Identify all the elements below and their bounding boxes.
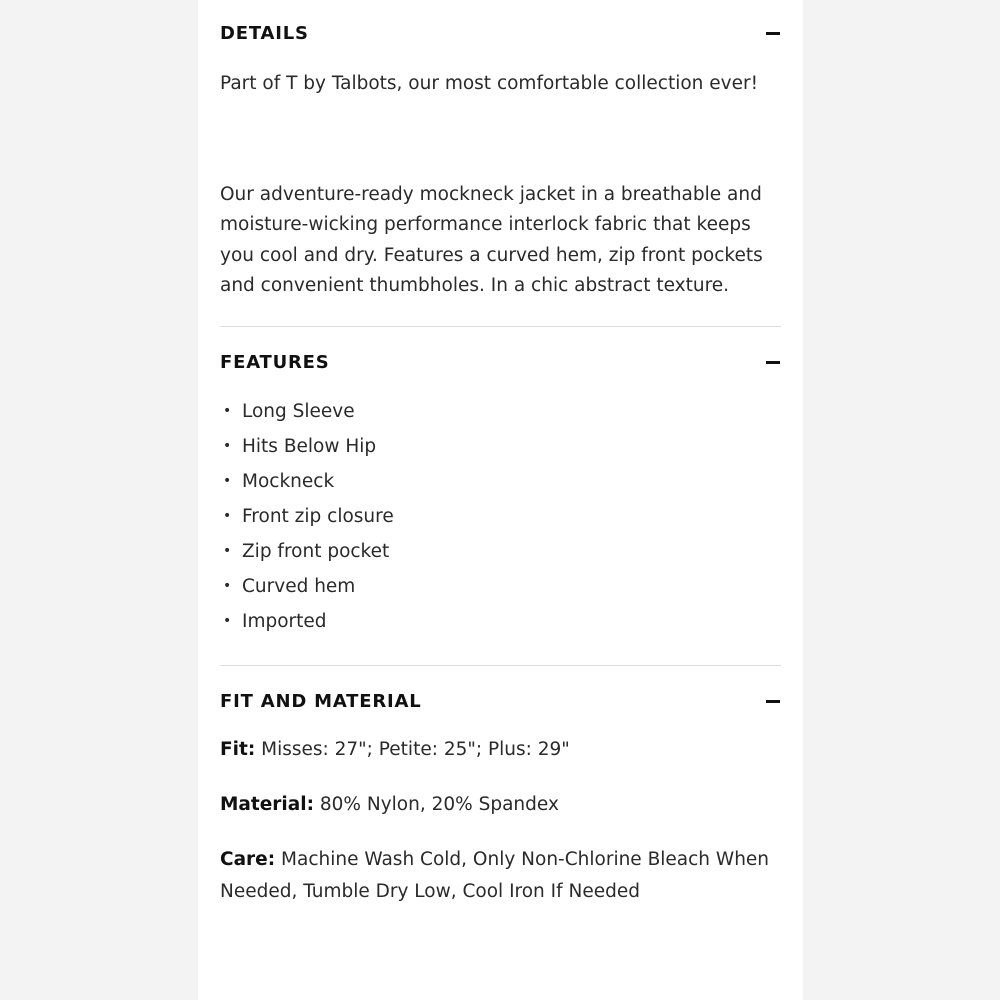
details-header[interactable] [220, 20, 781, 46]
bullet-dot: • [223, 437, 232, 454]
feature-label: Long Sleeve [242, 400, 355, 422]
list-item [220, 429, 781, 464]
feature-label: Front zip closure [242, 505, 394, 527]
material-row [220, 789, 781, 821]
feature-label: Hits Below Hip [242, 435, 377, 457]
minus-icon[interactable] [766, 32, 780, 35]
minus-icon[interactable] [766, 700, 780, 703]
list-item [220, 464, 781, 499]
feature-label: Curved hem [242, 575, 356, 597]
feature-label: Mockneck [242, 470, 335, 492]
care-row [220, 844, 781, 908]
features-title: FEATURES [220, 352, 330, 373]
fit-label: Fit: [220, 738, 256, 760]
list-item [220, 604, 781, 639]
feature-label: Imported [242, 610, 327, 632]
bullet-dot: • [223, 612, 232, 629]
material-label: Material: [220, 793, 314, 815]
list-item [220, 394, 781, 429]
fit-material-header[interactable] [220, 689, 781, 715]
fit-row [220, 734, 781, 766]
care-value: Machine Wash Cold, Only Non-Chlorine Bleach When Needed, Tumble Dry Low, Cool Iron If Needed [220, 848, 770, 902]
list-item [220, 534, 781, 569]
material-value: 80% Nylon, 20% Spandex [319, 793, 559, 815]
feature-label: Zip front pocket [242, 540, 390, 562]
features-list [220, 394, 781, 639]
bullet-dot: • [223, 507, 232, 524]
fit-material-title: FIT AND MATERIAL [220, 691, 422, 712]
minus-icon[interactable] [766, 361, 780, 364]
bullet-dot: • [223, 402, 232, 419]
divider [220, 665, 781, 666]
divider [220, 326, 781, 327]
fit-value: Misses: 27"; Petite: 25"; Plus: 29" [261, 738, 570, 760]
list-item [220, 499, 781, 534]
care-label: Care: [220, 848, 276, 870]
details-intro: Part of T by Talbots, our most comfortable collection ever! [220, 73, 758, 94]
features-header[interactable] [220, 350, 781, 376]
product-info-panel [198, 0, 803, 1000]
details-description: Our adventure-ready mockneck jacket in a breathable and moisture-wicking performance interlock fabric that keeps you cool and dry. Features a curved hem, zip front pockets and convenient thumbholes. In a chic abstract texture. [220, 183, 763, 296]
details-title: DETAILS [220, 22, 309, 44]
bullet-dot: • [223, 472, 232, 489]
bullet-dot: • [223, 577, 232, 594]
list-item [220, 569, 781, 604]
bullet-dot: • [223, 542, 232, 559]
